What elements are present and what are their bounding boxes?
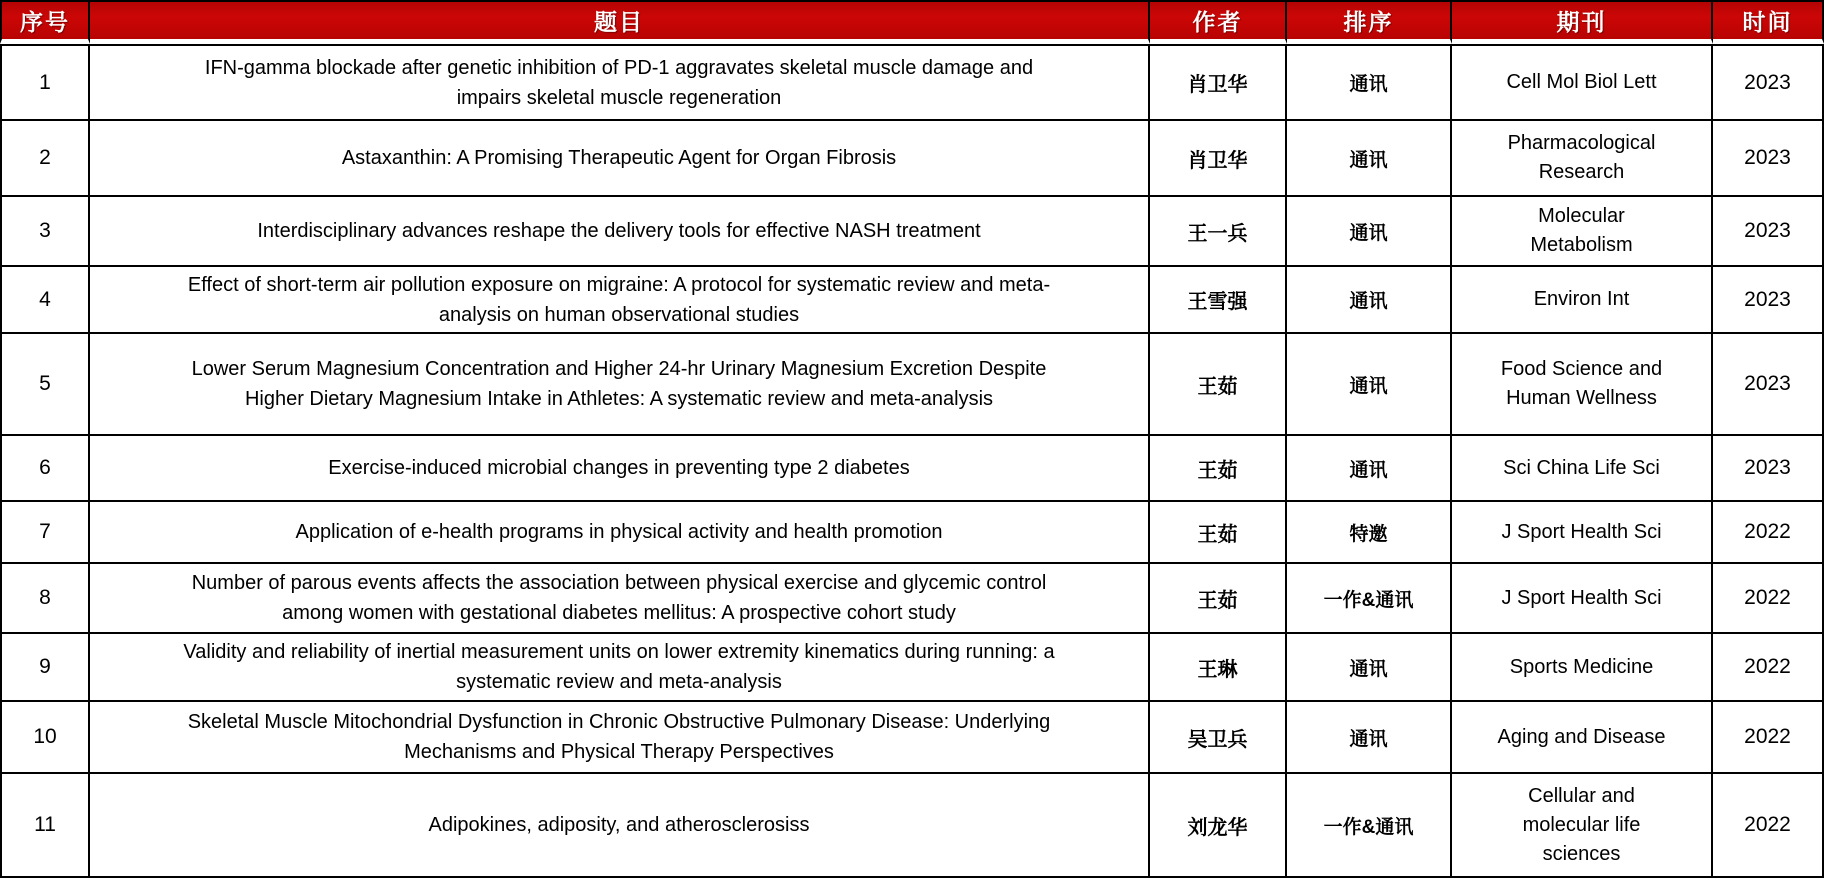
table-row xyxy=(0,436,1824,502)
cell-author: 王茹 xyxy=(1150,564,1287,634)
cell-rank: 通讯 xyxy=(1287,634,1452,702)
cell-year: 2022 xyxy=(1713,564,1824,634)
table-row xyxy=(0,564,1824,634)
table-row xyxy=(0,702,1824,774)
cell-year: 2023 xyxy=(1713,267,1824,334)
cell-journal: Sports Medicine xyxy=(1452,634,1713,702)
cell-index: 5 xyxy=(0,334,90,436)
cell-title: Adipokines, adiposity, and atherosclerosiss xyxy=(90,774,1150,878)
table-row xyxy=(0,197,1824,267)
cell-index: 11 xyxy=(0,774,90,878)
cell-author: 肖卫华 xyxy=(1150,44,1287,121)
cell-rank: 特邀 xyxy=(1287,502,1452,564)
table-row xyxy=(0,267,1824,334)
col-header-title: 题目 xyxy=(90,0,1150,44)
table-row xyxy=(0,634,1824,702)
table-row xyxy=(0,334,1824,436)
cell-index: 10 xyxy=(0,702,90,774)
cell-journal: Environ Int xyxy=(1452,267,1713,334)
cell-year: 2022 xyxy=(1713,502,1824,564)
cell-year: 2023 xyxy=(1713,334,1824,436)
cell-title: IFN-gamma blockade after genetic inhibition of PD-1 aggravates skeletal muscle damage and impairs skeletal muscle regeneration xyxy=(90,44,1150,121)
cell-rank: 通讯 xyxy=(1287,197,1452,267)
cell-rank: 通讯 xyxy=(1287,702,1452,774)
cell-journal: Cell Mol Biol Lett xyxy=(1452,44,1713,121)
cell-author: 王茹 xyxy=(1150,436,1287,502)
table-row xyxy=(0,774,1824,878)
cell-year: 2022 xyxy=(1713,634,1824,702)
cell-journal: Food Science and Human Wellness xyxy=(1452,334,1713,436)
cell-year: 2023 xyxy=(1713,121,1824,197)
table-row xyxy=(0,121,1824,197)
cell-author: 王雪强 xyxy=(1150,267,1287,334)
cell-index: 6 xyxy=(0,436,90,502)
col-header-author: 作者 xyxy=(1150,0,1287,44)
cell-rank: 一作&通讯 xyxy=(1287,564,1452,634)
col-header-year: 时间 xyxy=(1713,0,1824,44)
cell-rank: 通讯 xyxy=(1287,121,1452,197)
cell-year: 2023 xyxy=(1713,197,1824,267)
cell-title: Number of parous events affects the association between physical exercise and glycemic control among women with gestational diabetes mellitus: A prospective cohort study xyxy=(90,564,1150,634)
cell-index: 8 xyxy=(0,564,90,634)
cell-index: 1 xyxy=(0,44,90,121)
cell-journal: Molecular Metabolism xyxy=(1452,197,1713,267)
cell-index: 9 xyxy=(0,634,90,702)
cell-title: Skeletal Muscle Mitochondrial Dysfunction in Chronic Obstructive Pulmonary Disease: Underlying Mechanisms and Physical Therapy Perspectives xyxy=(90,702,1150,774)
col-header-journal: 期刊 xyxy=(1452,0,1713,44)
cell-author: 吴卫兵 xyxy=(1150,702,1287,774)
cell-index: 2 xyxy=(0,121,90,197)
col-header-index: 序号 xyxy=(0,0,90,44)
cell-author: 肖卫华 xyxy=(1150,121,1287,197)
cell-title: Effect of short-term air pollution exposure on migraine: A protocol for systematic review and meta-analysis on human observational studies xyxy=(90,267,1150,334)
cell-title: Exercise-induced microbial changes in preventing type 2 diabetes xyxy=(90,436,1150,502)
cell-journal: Cellular and molecular life sciences xyxy=(1452,774,1713,878)
cell-index: 7 xyxy=(0,502,90,564)
col-header-rank: 排序 xyxy=(1287,0,1452,44)
cell-title: Application of e-health programs in physical activity and health promotion xyxy=(90,502,1150,564)
table-body xyxy=(0,44,1824,878)
cell-author: 王一兵 xyxy=(1150,197,1287,267)
cell-year: 2023 xyxy=(1713,44,1824,121)
cell-index: 4 xyxy=(0,267,90,334)
cell-rank: 通讯 xyxy=(1287,44,1452,121)
cell-rank: 通讯 xyxy=(1287,267,1452,334)
cell-journal: J Sport Health Sci xyxy=(1452,502,1713,564)
cell-rank: 通讯 xyxy=(1287,334,1452,436)
cell-title: Interdisciplinary advances reshape the delivery tools for effective NASH treatment xyxy=(90,197,1150,267)
header-row xyxy=(0,0,1824,44)
cell-year: 2022 xyxy=(1713,702,1824,774)
cell-author: 王茹 xyxy=(1150,334,1287,436)
cell-journal: Aging and Disease xyxy=(1452,702,1713,774)
cell-author: 王茹 xyxy=(1150,502,1287,564)
table-header xyxy=(0,0,1824,44)
cell-rank: 通讯 xyxy=(1287,436,1452,502)
cell-journal: J Sport Health Sci xyxy=(1452,564,1713,634)
cell-author: 王琳 xyxy=(1150,634,1287,702)
cell-year: 2022 xyxy=(1713,774,1824,878)
cell-title: Astaxanthin: A Promising Therapeutic Agent for Organ Fibrosis xyxy=(90,121,1150,197)
table-row xyxy=(0,502,1824,564)
cell-author: 刘龙华 xyxy=(1150,774,1287,878)
cell-journal: Pharmacological Research xyxy=(1452,121,1713,197)
cell-index: 3 xyxy=(0,197,90,267)
cell-year: 2023 xyxy=(1713,436,1824,502)
cell-rank: 一作&通讯 xyxy=(1287,774,1452,878)
cell-title: Validity and reliability of inertial measurement units on lower extremity kinematics during running: a systematic review and meta-analysis xyxy=(90,634,1150,702)
cell-title: Lower Serum Magnesium Concentration and Higher 24-hr Urinary Magnesium Excretion Despite Higher Dietary Magnesium Intake in Athletes: A systematic review and meta-analysis xyxy=(90,334,1150,436)
table-row xyxy=(0,44,1824,121)
cell-journal: Sci China Life Sci xyxy=(1452,436,1713,502)
